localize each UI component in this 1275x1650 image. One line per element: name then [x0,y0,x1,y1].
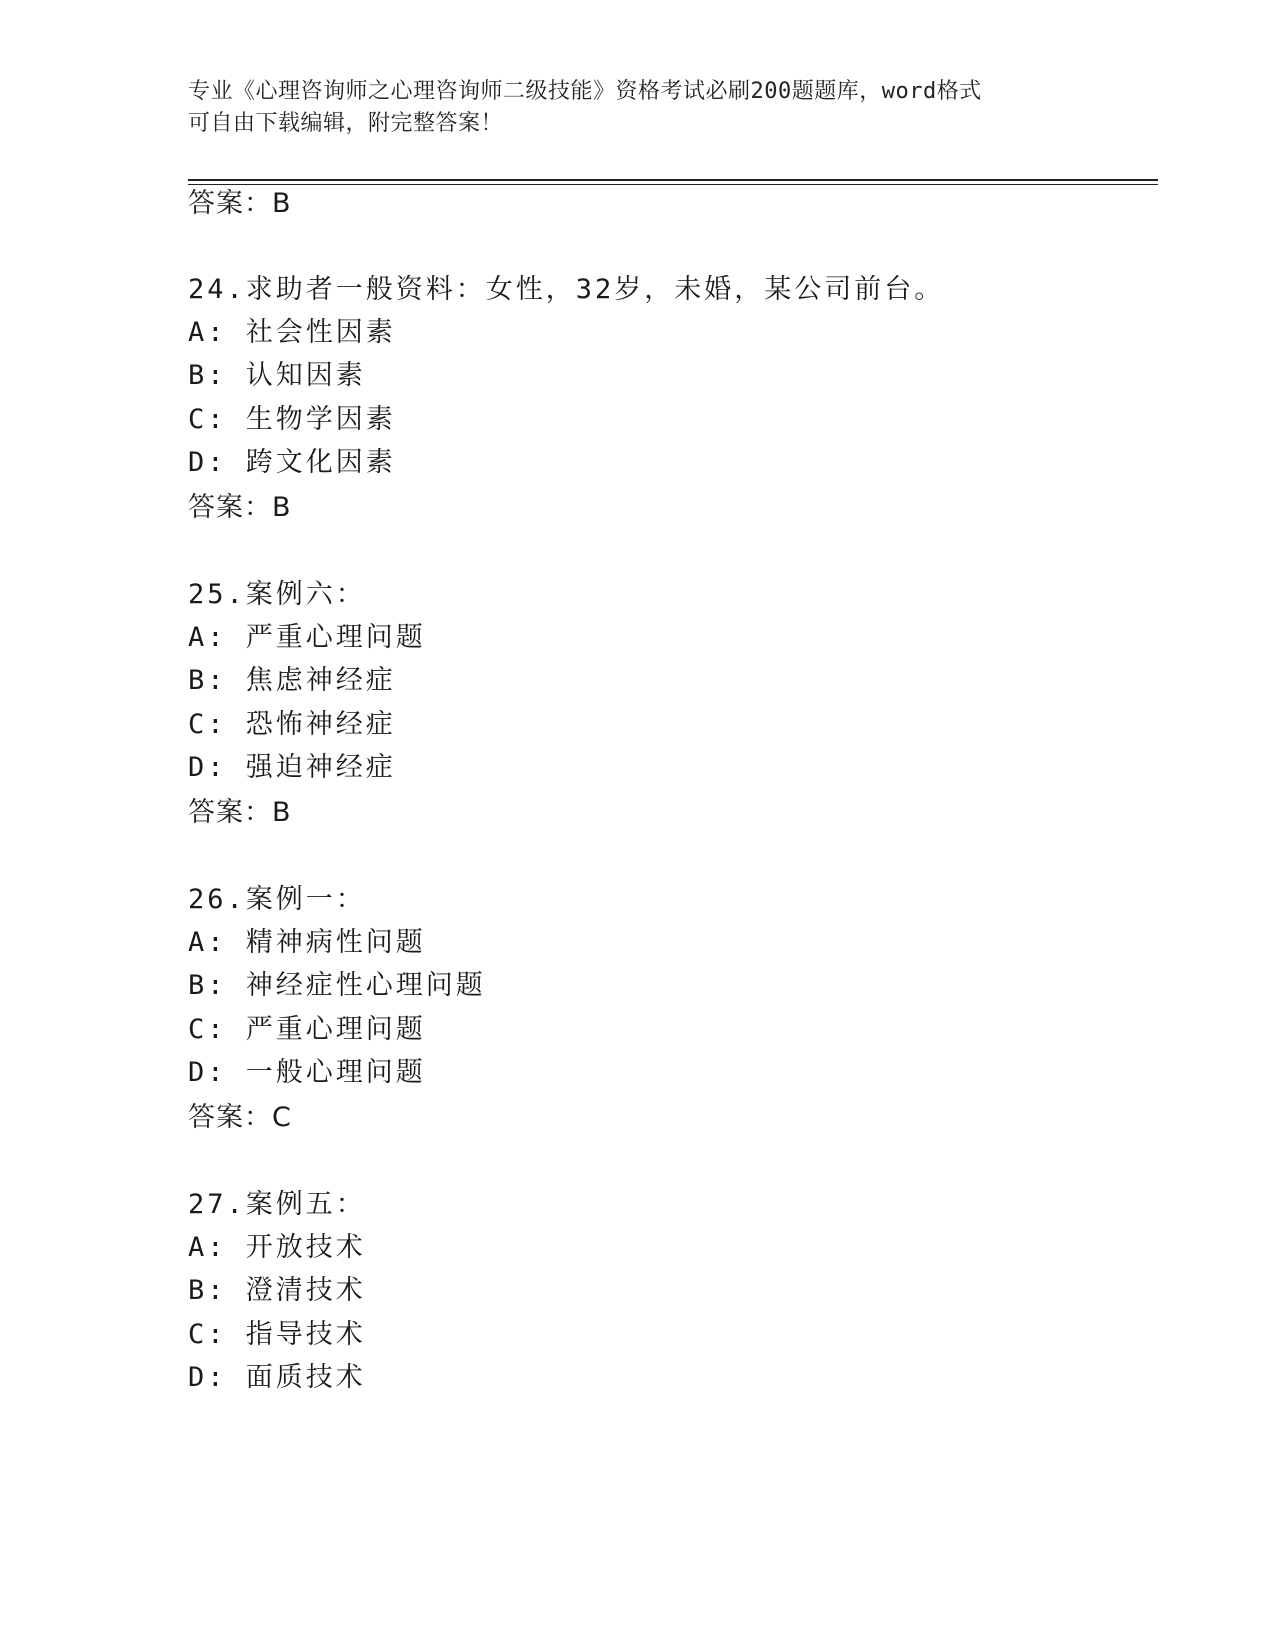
option-c: C: 恐怖神经症 [188,709,396,740]
option-a: A: 开放技术 [188,1232,366,1263]
option-b: B: 澄清技术 [188,1275,366,1306]
option-a: A: 严重心理问题 [188,622,426,653]
option-b: B: 神经症性心理问题 [188,970,486,1001]
header-rule-thin [188,184,1158,185]
option-b: B: 认知因素 [188,360,366,391]
answer-label: 答案：C [188,1102,292,1133]
header-rule-thick [188,179,1158,181]
document-header [188,76,1088,140]
option-d: D: 跨文化因素 [188,447,396,478]
option-a: A: 精神病性问题 [188,927,426,958]
question-stem: 26.案例一： [188,884,366,915]
question-stem: 25.案例六： [188,579,366,610]
question-stem: 24.求助者一般资料：女性，32岁，未婚，某公司前台。 [188,274,945,305]
answer-label: 答案：B [188,797,292,828]
option-c: C: 指导技术 [188,1319,366,1350]
answer-label: 答案：B [188,188,292,219]
option-d: D: 面质技术 [188,1362,366,1393]
option-c: C: 严重心理问题 [188,1014,426,1045]
header-line-1: 专业《心理咨询师之心理咨询师二级技能》资格考试必刷200题题库，word格式 [188,79,982,104]
option-a: A: 社会性因素 [188,317,396,348]
question-stem: 27.案例五： [188,1189,366,1220]
option-d: D: 强迫神经症 [188,752,396,783]
option-d: D: 一般心理问题 [188,1057,426,1088]
option-b: B: 焦虑神经症 [188,665,396,696]
header-line-2: 可自由下载编辑，附完整答案！ [188,111,504,136]
option-c: C: 生物学因素 [188,404,396,435]
answer-label: 答案：B [188,492,292,523]
